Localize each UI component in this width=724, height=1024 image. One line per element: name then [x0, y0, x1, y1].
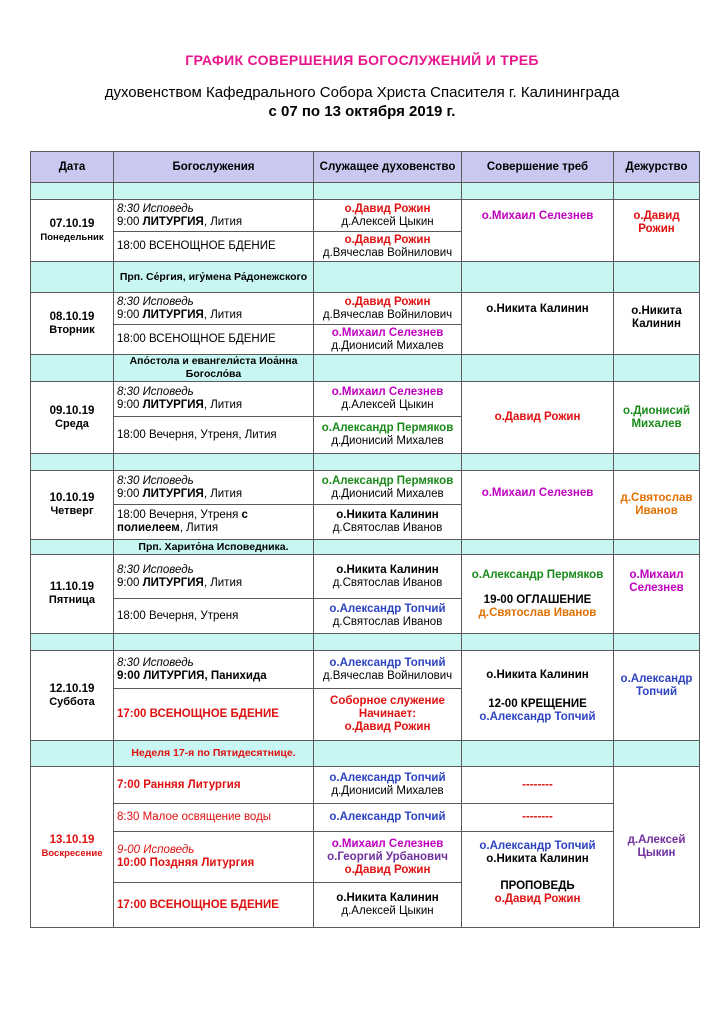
- treby-cell: [462, 651, 614, 741]
- deacon-name: д.Вячеслав Войнилович: [322, 669, 453, 682]
- clergy-note: Соборное служение: [330, 695, 445, 707]
- table-row: [31, 832, 700, 883]
- deacon-name: д.Алексей Цыкин: [341, 399, 434, 411]
- service-cell: 18:00 Вечерня, Утреня, Лития: [114, 417, 314, 454]
- service-cell: [114, 382, 314, 417]
- table-row: [31, 804, 700, 832]
- priest-name: о.Давид Рожин: [344, 233, 431, 246]
- col-header-date: Дата: [31, 152, 114, 183]
- clergy-cell: [314, 325, 462, 355]
- clergy-cell: [314, 599, 462, 634]
- clergy-cell: [314, 417, 462, 454]
- duty-cell: о.Дионисий Михалев: [614, 382, 700, 454]
- table-row: [31, 651, 700, 689]
- service-cell: 18:00 Вечерня, Утреня: [114, 599, 314, 634]
- service-cell: 18:00 Вечерня, Утреня с полиелеем, Лития: [114, 505, 314, 540]
- priest-name: о.Георгий Урбанович: [327, 850, 448, 863]
- treby-cell: о.Давид Рожин: [462, 382, 614, 454]
- duty-cell: о.Никита Калинин: [614, 293, 700, 355]
- day-weekday: Суббота: [49, 696, 95, 708]
- treby-cell: о.Михаил Селезнев: [462, 471, 614, 540]
- service-liturgy: 9:00 ЛИТУРГИЯ, Лития: [117, 576, 243, 589]
- treby-priest: о.Никита Калинин: [486, 853, 589, 865]
- feast-label: Прп. Харито́на Исповедника.: [114, 540, 314, 555]
- col-header-clergy: Служащее духовенство: [314, 152, 462, 183]
- deacon-name: д.Святослав Иванов: [332, 576, 443, 589]
- feast-label: Неделя 17-я по Пятидесятнице.: [114, 741, 314, 767]
- band-row: [31, 540, 700, 555]
- treby-cell: о.Никита Калинин: [462, 293, 614, 355]
- treby-cell: [462, 555, 614, 634]
- table-row: [31, 200, 700, 232]
- priest-name: о.Александр Пермяков: [321, 422, 454, 434]
- service-confession: 8:30 Исповедь: [117, 474, 194, 487]
- clergy-cell: [314, 382, 462, 417]
- service-cell: 8:30 Малое освящение воды: [114, 804, 314, 832]
- service-cell: 18:00 ВСЕНОЩНОЕ БДЕНИЕ: [114, 232, 314, 262]
- priest-name: о.Александр Топчий: [329, 656, 446, 669]
- deacon-name: д.Дионисий Михалев: [331, 435, 444, 447]
- service-liturgy: 9:00 ЛИТУРГИЯ, Лития: [117, 487, 243, 500]
- service-liturgy: 9:00 ЛИТУРГИЯ, Лития: [117, 308, 243, 321]
- day-cell: [31, 382, 114, 454]
- day-weekday: Воскресение: [41, 848, 103, 859]
- service-liturgy: 9:00 ЛИТУРГИЯ, Панихида: [117, 669, 267, 682]
- priest-name: о.Никита Калинин: [336, 563, 439, 576]
- treby-deacon: д.Святослав Иванов: [478, 607, 597, 619]
- table-row: [31, 767, 700, 804]
- treby-event: 12-00 КРЕЩЕНИЕ: [488, 698, 587, 710]
- clergy-cell: [314, 505, 462, 540]
- schedule-table: [30, 151, 700, 928]
- clergy-cell: о.Александр Топчий: [314, 804, 462, 832]
- band-row: [31, 454, 700, 471]
- priest-name: о.Давид Рожин: [344, 295, 431, 308]
- deacon-name: д.Вячеслав Войнилович: [322, 246, 453, 259]
- feast-label: Прп. Се́ргия, игу́мена Ра́донежского: [114, 262, 314, 293]
- service-confession: 9-00 Исповедь: [117, 844, 195, 856]
- service-cell: [114, 200, 314, 232]
- priest-name: о.Михаил Селезнев: [331, 837, 444, 850]
- service-cell: 18:00 ВСЕНОЩНОЕ БДЕНИЕ: [114, 325, 314, 355]
- duty-cell: д.Алексей Цыкин: [614, 767, 700, 928]
- day-cell: [31, 293, 114, 355]
- day-cell: [31, 200, 114, 262]
- col-header-services: Богослужения: [114, 152, 314, 183]
- duty-cell: о.Михаил Селезнев: [614, 555, 700, 634]
- col-header-duty: Дежурство: [614, 152, 700, 183]
- deacon-name: д.Вячеслав Войнилович: [322, 308, 453, 321]
- service-cell: 7:00 Ранняя Литургия: [114, 767, 314, 804]
- treby-priest: о.Никита Калинин: [486, 669, 589, 681]
- day-weekday: Среда: [55, 417, 89, 430]
- priest-name: о.Александр Пермяков: [321, 474, 454, 487]
- table-row: [31, 293, 700, 325]
- service-liturgy: 9:00 ЛИТУРГИЯ, Лития: [117, 215, 243, 228]
- clergy-cell: [314, 471, 462, 505]
- service-cell: 17:00 ВСЕНОЩНОЕ БДЕНИЕ: [114, 883, 314, 928]
- duty-cell: о.Давид Рожин: [614, 200, 700, 262]
- clergy-cell: [314, 555, 462, 599]
- service-cell: [114, 555, 314, 599]
- treby-priest: о.Александр Топчий: [479, 840, 596, 852]
- treby-event: ПРОПОВЕДЬ: [500, 880, 575, 892]
- day-date: 07.10.19: [49, 217, 95, 230]
- clergy-cell: [314, 200, 462, 232]
- clergy-cell: [314, 883, 462, 928]
- band-row: [31, 262, 700, 293]
- duty-cell: о.Александр Топчий: [614, 651, 700, 741]
- deacon-name: д.Святослав Иванов: [332, 522, 443, 534]
- service-liturgy: 9:00 ЛИТУРГИЯ, Лития: [117, 399, 243, 411]
- treby-priest: о.Давид Рожин: [494, 893, 581, 905]
- treby-cell: --------: [462, 767, 614, 804]
- service-liturgy: 10:00 Поздняя Литургия: [117, 857, 255, 869]
- page-title: ГРАФИК СОВЕРШЕНИЯ БОГОСЛУЖЕНИЙ И ТРЕБ: [185, 52, 539, 68]
- feast-label: Апо́стола и евангели́ста Иоа́нна Богосло́ва: [114, 355, 314, 382]
- deacon-name: д.Дионисий Михалев: [331, 487, 444, 500]
- day-date: 12.10.19: [49, 683, 95, 695]
- table-header-row: [31, 152, 700, 183]
- priest-name: о.Никита Калинин: [336, 892, 439, 904]
- service-confession: 8:30 Исповедь: [117, 202, 194, 215]
- service-confession: 8:30 Исповедь: [117, 295, 194, 308]
- treby-cell: --------: [462, 804, 614, 832]
- deacon-name: д.Алексей Цыкин: [341, 905, 434, 917]
- service-cell: [114, 651, 314, 689]
- priest-name: о.Александр Топчий: [329, 772, 446, 784]
- col-header-treby: Совершение треб: [462, 152, 614, 183]
- treby-priest: о.Александр Топчий: [479, 711, 596, 723]
- day-cell: [31, 767, 114, 928]
- day-cell: [31, 651, 114, 741]
- priest-name: о.Никита Калинин: [336, 509, 439, 521]
- treby-priest: о.Александр Пермяков: [471, 569, 604, 581]
- day-cell: [31, 555, 114, 634]
- day-cell: [31, 471, 114, 540]
- band-row: [31, 634, 700, 651]
- priest-name: о.Александр Топчий: [329, 603, 446, 615]
- band-row: [31, 741, 700, 767]
- table-row: [31, 555, 700, 599]
- clergy-cell: [314, 232, 462, 262]
- clergy-cell: [314, 651, 462, 689]
- day-date: 13.10.19: [49, 834, 95, 846]
- date-range: с 07 по 13 октября 2019 г.: [268, 103, 456, 120]
- service-confession: 8:30 Исповедь: [117, 563, 194, 576]
- clergy-cell: [314, 689, 462, 741]
- priest-name: о.Давид Рожин: [344, 202, 431, 215]
- deacon-name: д.Дионисий Михалев: [331, 785, 444, 797]
- clergy-cell: [314, 293, 462, 325]
- day-date: 09.10.19: [49, 404, 95, 417]
- deacon-name: д.Дионисий Михалев: [331, 339, 444, 352]
- deacon-name: д.Святослав Иванов: [332, 616, 443, 628]
- treby-cell: о.Михаил Селезнев: [462, 200, 614, 262]
- clergy-note: Начинает:: [358, 708, 417, 720]
- duty-cell: д.Святослав Иванов: [614, 471, 700, 540]
- day-weekday: Пятница: [48, 594, 96, 606]
- day-weekday: Понедельник: [40, 231, 104, 243]
- service-confession: 8:30 Исповедь: [117, 656, 194, 669]
- day-weekday: Четверг: [50, 505, 94, 517]
- treby-cell: [462, 832, 614, 928]
- priest-name: о.Михаил Селезнев: [331, 326, 444, 339]
- band-row: [31, 183, 700, 200]
- table-row: [31, 382, 700, 417]
- band-row: [31, 355, 700, 382]
- service-cell: [114, 471, 314, 505]
- clergy-cell: [314, 767, 462, 804]
- service-cell: [114, 293, 314, 325]
- treby-event: 19-00 ОГЛАШЕНИЕ: [483, 594, 592, 606]
- priest-name: о.Давид Рожин: [344, 721, 431, 733]
- clergy-cell: [314, 832, 462, 883]
- day-date: 08.10.19: [49, 310, 95, 323]
- day-weekday: Вторник: [49, 323, 95, 336]
- day-date: 10.10.19: [49, 492, 95, 504]
- priest-name: о.Михаил Селезнев: [331, 386, 444, 398]
- priest-name: о.Давид Рожин: [344, 863, 431, 876]
- page-subtitle: духовенством Кафедрального Собора Христа Спасителя г. Калининграда: [104, 84, 620, 101]
- deacon-name: д.Алексей Цыкин: [341, 215, 434, 228]
- service-cell: 17:00 ВСЕНОЩНОЕ БДЕНИЕ: [114, 689, 314, 741]
- table-row: [31, 471, 700, 505]
- service-cell: [114, 832, 314, 883]
- day-date: 11.10.19: [49, 581, 95, 593]
- service-confession: 8:30 Исповедь: [117, 386, 194, 398]
